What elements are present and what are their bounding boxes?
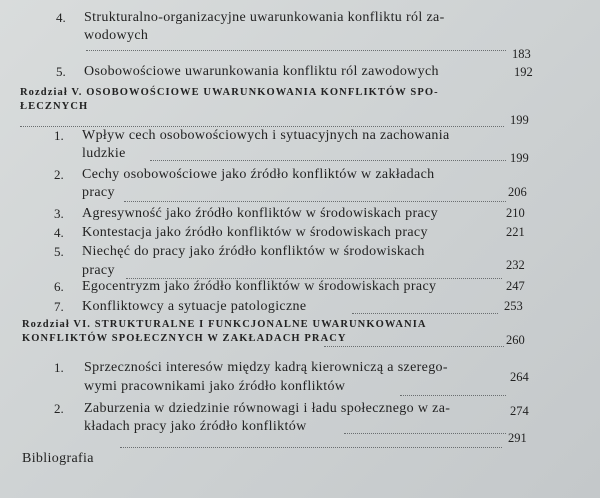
toc-entry-number: 2. (54, 401, 64, 416)
toc-entry-number: 1. (54, 360, 64, 375)
leader-dots (352, 311, 498, 314)
toc-entry-title: Egocentryzm jako źródło konfliktów w środowiskach pracy (82, 279, 437, 294)
leader-dots (20, 124, 504, 127)
toc-entry-number: 4. (56, 10, 66, 25)
leader-dots (150, 158, 506, 161)
toc-entry-title: Zaburzenia w dziedzinie równowagi i ładu społecznego w za- (84, 401, 451, 416)
toc-entry-title: Niechęć do pracy jako źródło konfliktów w środowiskach (82, 244, 425, 259)
chapter-heading: Rozdział V. OSOBOWOŚCIOWE UWARUNKOWANIA KONFLIKTÓW SPO- (20, 87, 439, 98)
toc-entry-title-cont: wodowych (84, 28, 149, 43)
toc-page-number: 247 (506, 279, 525, 293)
toc-page-number: 274 (510, 404, 529, 418)
toc-page-number: 253 (504, 299, 523, 313)
toc-entry-title-cont: wymi pracownikami jako źródło konfliktów (84, 379, 346, 394)
chapter-heading: Rozdział VI. STRUKTURALNE I FUNKCJONALNE UWARUNKOWANIA (22, 319, 427, 330)
toc-page-number: 210 (506, 206, 525, 220)
toc-entry-title: Osobowościowe uwarunkowania konfliktu ról zawodowych (84, 64, 439, 79)
toc-entry-number: 5. (54, 244, 64, 259)
toc-entry-title: Konfliktowcy a sytuacje patologiczne (82, 299, 307, 314)
toc-entry-number: 2. (54, 167, 64, 182)
toc-entry-title-cont: pracy (82, 263, 115, 278)
toc-entry-number: 4. (54, 225, 64, 240)
toc-page-number: 264 (510, 370, 529, 384)
toc-entry-title: Strukturalno-organizacyjne uwarunkowania konfliktu ról za- (84, 10, 445, 25)
toc-page-number: 221 (506, 225, 525, 239)
leader-dots (324, 344, 504, 347)
toc-entry-title: Kontestacja jako źródło konfliktów w środowiskach pracy (82, 225, 428, 240)
leader-dots (86, 48, 506, 51)
chapter-heading-cont: ŁECZNYCH (20, 101, 89, 112)
bibliography-entry: Bibliografia (22, 451, 94, 466)
leader-dots (120, 445, 502, 448)
toc-page-number: 206 (508, 185, 527, 199)
toc-entry-title-cont: kładach pracy jako źródło konfliktów (84, 419, 307, 434)
toc-entry-number: 5. (56, 64, 66, 79)
toc-page-number: 199 (510, 113, 529, 127)
toc-entry-number: 6. (54, 279, 64, 294)
toc-entry-title: Wpływ cech osobowościowych i sytuacyjnych na zachowania (82, 128, 450, 143)
toc-entry-title: Cechy osobowościowe jako źródło konfliktów w zakładach (82, 167, 435, 182)
toc-page-number: 192 (514, 65, 533, 79)
toc-entry-title: Sprzeczności interesów między kadrą kierowniczą a szerego- (84, 360, 448, 375)
toc-entry-title-cont: ludzkie (82, 146, 126, 161)
leader-dots (400, 393, 506, 396)
toc-page-number: 199 (510, 151, 529, 165)
toc-page-number: 260 (506, 333, 525, 347)
toc-entry-number: 7. (54, 299, 64, 314)
toc-page-number: 291 (508, 431, 527, 445)
chapter-heading-cont: KONFLIKTÓW SPOŁECZNYCH W ZAKŁADACH PRACY (22, 333, 347, 344)
toc-entry-title: Agresywność jako źródło konfliktów w środowiskach pracy (82, 206, 438, 221)
leader-dots (124, 199, 506, 202)
toc-entry-number: 3. (54, 206, 64, 221)
toc-entry-title-cont: pracy (82, 185, 115, 200)
toc-page-number: 232 (506, 258, 525, 272)
leader-dots (344, 431, 506, 434)
toc-entry-number: 1. (54, 128, 64, 143)
toc-page-number: 183 (512, 47, 531, 61)
